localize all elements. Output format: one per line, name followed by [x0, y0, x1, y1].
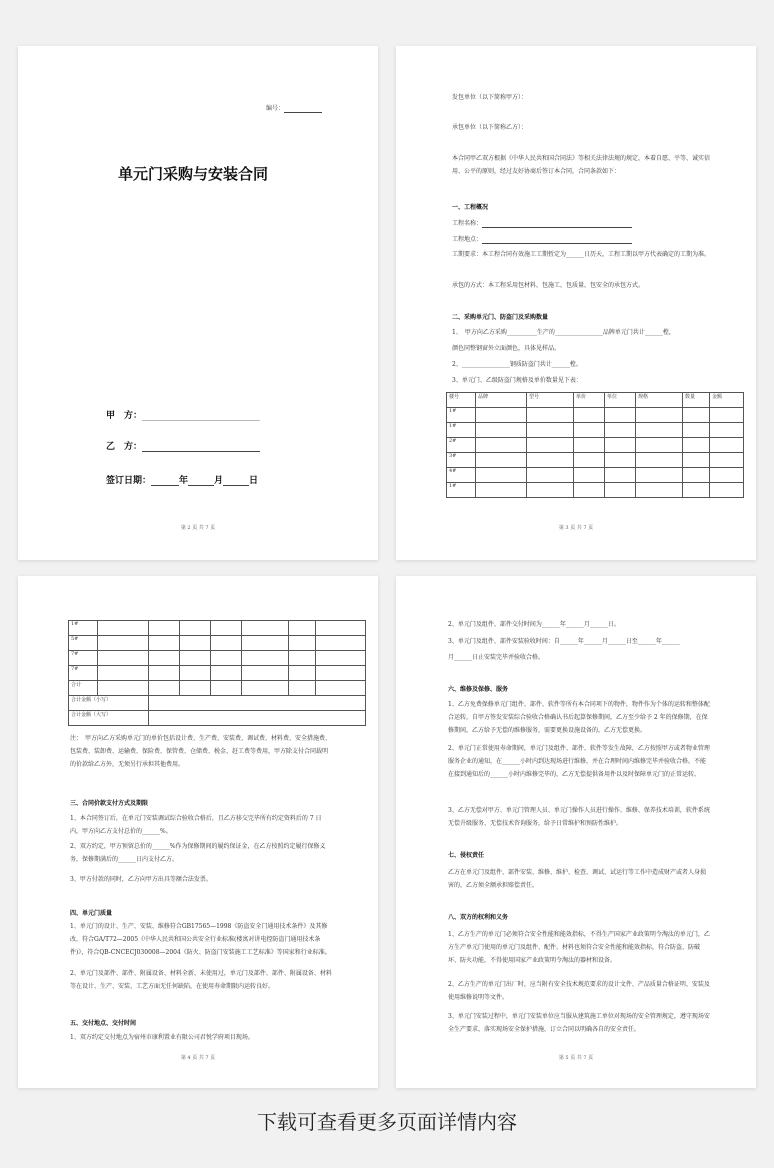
party-b-line [106, 439, 260, 452]
table-row [69, 681, 366, 696]
section-3-item-2: 2、双方约定，甲方预留总价的______%作为保修期间的履约保证金，在乙方按照约定履行保修义务，保修期满后的______日内支付乙方。 [70, 843, 326, 863]
contract-page-3 [396, 46, 756, 560]
section-3-item-1: 1、本合同签订后，在单元门安装调试综合验收合格后，且乙方移交完毕所有约定资料后的 7 日内，甲方向乙方支付总价的______%。 [70, 815, 322, 835]
month-label: 月 [214, 476, 224, 486]
project-site-label: 工程地点： [452, 236, 483, 243]
table-cell: 合计金额（大写） [69, 711, 149, 726]
table-header: 单位 [605, 393, 636, 408]
section-8-item-1: 1、乙方生产的单元门必须符合安全性能和能效指标，不得生产国家产业政策明令淘汰的单元门，乙方生产单元门使用的单元门及组件、配件、材料也须符合安全性能和能效指标，符合防盗、防破坏、防火功能，不得使用国家产业政策明令淘汰的器材和设备。 [448, 931, 710, 964]
acceptance-time-line: 3、单元门及组件、部件安装验收时间：自______年______月______日至______年______ [448, 638, 680, 645]
table-cell: 3# [447, 453, 476, 468]
intro-paragraph: 本合同甲乙双方根据《中华人民共和国合同法》等相关法律法规的规定，本着自愿、平等、诚实信用、公平的原则，经过友好协商后签订本合同，合同条款如下： [452, 155, 711, 175]
contract-page-4 [18, 576, 378, 1088]
section-7-item-1: 乙方在单元门及组件、部件安装、维修、维护、检查、调试、试运行等工作中造成财产或者人身损害的，乙方须全额承担赔偿责任。 [448, 869, 707, 889]
table-cell: 4# [447, 468, 476, 483]
table-row [69, 621, 366, 636]
method-line: 承包的方式：本工程采用包材料，包施工，包质量，包安全的承包方式。 [452, 282, 645, 289]
section-2-title: 二、采购单元门、防盗门及采购数量 [452, 314, 549, 321]
section-6-title: 六、维修及保修、服务 [448, 686, 509, 693]
project-name-line [452, 219, 632, 228]
table-header: 金额 [710, 393, 744, 408]
table-cell: 1# [447, 423, 476, 438]
table-header: 型号 [527, 393, 574, 408]
acceptance-time-line-2: 月______日止安装完毕并验收合格。 [448, 654, 545, 661]
sign-date-line [106, 473, 258, 486]
table-cell: 合计 [69, 681, 98, 696]
table-cell: 1# [447, 408, 476, 423]
price-table-continued [68, 620, 366, 726]
table-header: 品牌 [476, 393, 527, 408]
table-row [447, 438, 744, 453]
contract-page-5 [396, 576, 756, 1088]
item-3: 3、单元门、乙级防盗门规格及单价数量见下表： [452, 377, 582, 384]
table-cell: 7# [69, 651, 98, 666]
table-row [69, 666, 366, 681]
delivery-time-line: 2、单元门及组件、部件交付时间为______年______月______日。 [448, 621, 620, 628]
table-row [69, 711, 366, 726]
section-8-item-2: 2、乙方生产的单元门出厂时，应当附有安全技术规范要求的设计文件、产品质量合格证明、安装及使用维修说明等文件。 [448, 981, 710, 1001]
project-name-blank [482, 219, 632, 228]
section-6-item-3: 3、乙方无偿对甲方、单元门管理人员、单元门操作人员进行操作、维修、保养技术培训，软件系统无偿升级服务、无偿技术咨询服务，给予日常维护和预防性维护。 [448, 807, 710, 827]
page-number: 第 2 页 共 7 页 [180, 525, 216, 531]
section-7-title: 七、侵权责任 [448, 852, 485, 859]
page-number: 第 3 页 共 7 页 [558, 525, 594, 531]
table-header: 规格 [636, 393, 683, 408]
project-site-line [452, 235, 632, 244]
party-a-blank [142, 412, 260, 421]
section-5-title: 五、交付地点、交付时间 [70, 1020, 137, 1027]
section-4-title: 四、单元门质量 [70, 910, 113, 917]
table-cell: 1# [69, 621, 98, 636]
period-paragraph: 工期要求：本工程合同有效施工工期暂定为______日历天，工程工期以甲方代表确定的工期为准。 [452, 251, 711, 258]
table-row [69, 636, 366, 651]
page-number: 第 4 页 共 7 页 [180, 1055, 216, 1061]
section-6-item-2: 2、单元门正常使用寿命期间，单元门及组件、部件、软件等发生故障，乙方按照甲方或者物业管理服务企业的通知，在______小时内到达现场进行维修，并在合理时间内维修完毕并验收合格。不能在接到通知后的______小时内维修完毕的，乙方无偿提供备用件以及时保障单元门的正常运转。 [448, 745, 710, 778]
item-1-b: 颜色同整钢窗外立面颜色，具体见样品。 [452, 345, 561, 352]
project-name-label: 工程名称： [452, 220, 483, 227]
section-3-title: 三、合同价款支付方式及期限 [70, 800, 149, 807]
section-4-item-2: 2、单元门及部件、部件、附属设备、材料全新、未使用过，单元门及部件、部件、附属设备、材料等在设计、生产、安装、工艺方面无任何缺陷，在使用寿命期限内运转良好。 [70, 970, 332, 990]
table-header: 单价 [574, 393, 605, 408]
page-number: 第 5 页 共 7 页 [558, 1055, 594, 1061]
contract-number-label: 编号： [266, 105, 285, 112]
table-header: 楼号 [447, 393, 476, 408]
contractor-line: 承包单位（以下简称乙方）： [452, 124, 528, 131]
price-table [446, 392, 744, 498]
table-row [447, 453, 744, 468]
section-8-title: 八、双方的权利和义务 [448, 914, 509, 921]
table-row [447, 423, 744, 438]
party-a-label: 甲 方： [106, 411, 143, 421]
year-blank [151, 477, 179, 486]
item-2: 2、________________钢质防盗门共计______樘。 [452, 361, 582, 368]
table-cell: 5# [69, 636, 98, 651]
table-row [69, 696, 366, 711]
day-label: 日 [249, 476, 259, 486]
party-b-label: 乙 方： [106, 442, 143, 452]
contract-number [266, 104, 322, 113]
table-header: 数量 [683, 393, 710, 408]
contract-number-blank [284, 104, 322, 113]
item-1: 1、 甲方向乙方采购__________生产的________________品牌单元门共计______樘， [452, 329, 675, 336]
section-4-item-1: 1、单元门的设计、生产、安装、维修符合GB17565—1998《防盗安全门通用技术条件》及其修改，符合GA/T72—2005《中华人民共和国公共安全行业标准(楼寓对讲电控防盗门通用技术条件)》，符合QB-CNCECJ030008—2004《防火、防盗门安装施工工艺标准》等国家和行业标准。 [70, 923, 331, 956]
year-label: 年 [179, 476, 189, 486]
table-cell: 1# [447, 483, 476, 498]
party-b-blank [142, 443, 260, 452]
section-1-title: 一、工程概况 [452, 204, 489, 211]
contract-title: 单元门采购与安装合同 [118, 165, 269, 183]
sign-date-label: 签订日期： [106, 476, 152, 486]
month-blank [188, 477, 214, 486]
table-header-row [447, 393, 744, 408]
project-site-blank [482, 235, 632, 244]
section-6-item-1: 1、乙方免费保修单元门组件、部件、软件等所有本合同项下的物件，物件作为个体的运转和整体配合运转，自甲方签发安装综合验收合格确认书后起算保修期间，乙方至少给予 2 年的保修期，在保修期间，乙方给予无偿的维修服务，需要更换设施设备的，乙方无偿更换。 [448, 701, 710, 734]
table-cell: 2# [447, 438, 476, 453]
party-a-line [106, 408, 260, 421]
download-more-link[interactable]: 下载可查看更多页面详情内容 [257, 1110, 517, 1134]
table-cell: 合计金额（小写） [69, 696, 149, 711]
table-row [447, 483, 744, 498]
table-row [69, 651, 366, 666]
table-cell: 7# [69, 666, 98, 681]
table-row [447, 468, 744, 483]
section-8-item-3: 3、单元门安装过程中，单元门安装单位应当服从建筑施工单位对现场的安全管理规定，遵守现场安全生产要求，落实现场安全保护措施，订立合同以明确各自的安全责任。 [448, 1013, 710, 1033]
price-note: 注： 甲方向乙方采购单元门的单价包括设计费、生产费、安装费、调试费、材料费、安全措施费、包装费、装卸费、运输费、保险费、保管费、仓储费、税金、赶工费等费用，甲方除支付合同载明的价款给乙方外，无须另行承担其他费用。 [70, 735, 332, 768]
table-row [447, 408, 744, 423]
employer-line: 发包单位（以下简称甲方）： [452, 94, 528, 101]
section-3-item-3: 3、甲方付款的同时，乙方向甲方出具等额合法发票。 [70, 876, 212, 883]
contract-cover-page [18, 46, 378, 560]
section-5-item-1: 1、双方约定交付地点为宿州市康利置业有限公司君悦学府项目现场。 [70, 1034, 254, 1041]
day-blank [223, 477, 249, 486]
